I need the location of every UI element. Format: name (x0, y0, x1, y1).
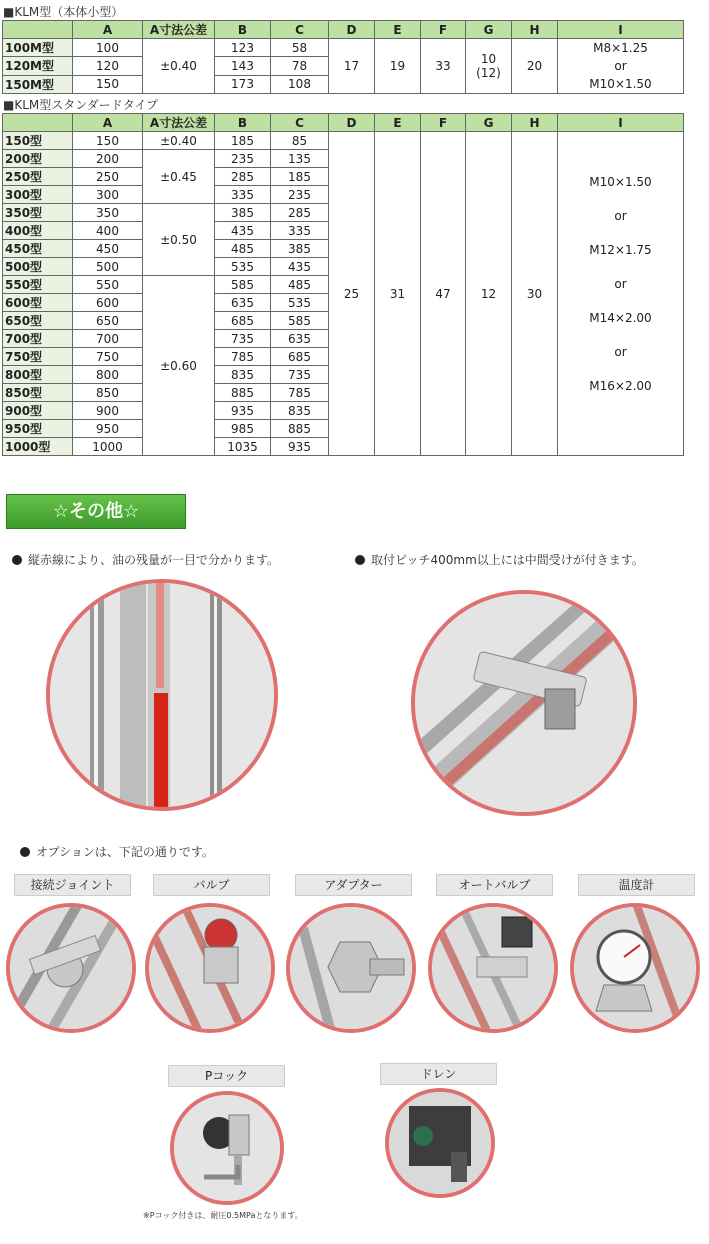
model-name: 400型 (3, 222, 73, 240)
thermometer-icon (574, 907, 696, 1029)
bullet-text: オプションは、下記の通りです。 (36, 845, 214, 859)
cell-b: 1035 (215, 438, 271, 456)
option-label-thermometer: 温度計 (578, 874, 695, 896)
cell-c: 585 (271, 312, 329, 330)
cell-f: 33 (421, 39, 466, 94)
cell-b: 385 (215, 204, 271, 222)
cell-b: 735 (215, 330, 271, 348)
thread-2: M10×1.50 (589, 77, 652, 91)
p-cock-icon (174, 1095, 280, 1201)
cell-b: 685 (215, 312, 271, 330)
bracket-closeup-icon (415, 594, 633, 812)
auto-valve-icon (432, 907, 554, 1029)
cell-a: 450 (73, 240, 143, 258)
header-b: B (215, 114, 271, 132)
adapter-icon (290, 907, 412, 1029)
cell-b: 123 (215, 39, 271, 57)
cell-c: 185 (271, 168, 329, 186)
header-c: C (271, 114, 329, 132)
header-h: H (512, 21, 558, 39)
cell-i (558, 132, 684, 456)
cell-b: 835 (215, 366, 271, 384)
bullet-text: 縦赤線により、油の残量が一目で分かります。 (28, 553, 280, 567)
cell-c: 635 (271, 330, 329, 348)
red-line-photo (46, 579, 278, 811)
cell-b: 535 (215, 258, 271, 276)
valve-icon (149, 907, 271, 1029)
bullet-options (20, 843, 214, 860)
model-name: 300型 (3, 186, 73, 204)
model-name: 500型 (3, 258, 73, 276)
bullet-red-line (12, 551, 279, 568)
drain-icon (389, 1092, 491, 1194)
bullet-dot-icon (355, 555, 365, 565)
p-cock-note: ※Pコック付きは、耐圧0.5MPaとなります。 (143, 1211, 303, 1220)
cell-c: 785 (271, 384, 329, 402)
model-name: 100M型 (3, 39, 73, 57)
header-a: A (73, 21, 143, 39)
thread-or: or (614, 344, 627, 359)
option-label-valve: バルブ (153, 874, 270, 896)
cell-c: 235 (271, 186, 329, 204)
cell-e: 19 (375, 39, 421, 94)
header-f: F (421, 114, 466, 132)
thread-size: M14×2.00 (589, 310, 652, 325)
cell-b: 335 (215, 186, 271, 204)
model-name: 350型 (3, 204, 73, 222)
option-photo-joint (6, 903, 136, 1033)
header-f: F (421, 21, 466, 39)
gauge-closeup-icon (50, 583, 274, 807)
table-row (3, 132, 684, 150)
model-name: 150型 (3, 132, 73, 150)
cell-h: 30 (512, 132, 558, 456)
cell-a: 250 (73, 168, 143, 186)
cell-c: 835 (271, 402, 329, 420)
g-value: 10 (480, 52, 497, 66)
cell-b: 935 (215, 402, 271, 420)
model-name: 800型 (3, 366, 73, 384)
cell-g (466, 39, 512, 94)
header-blank (3, 21, 73, 39)
cell-c: 58 (271, 39, 329, 57)
cell-a: 400 (73, 222, 143, 240)
header-d: D (329, 21, 375, 39)
bullet-dot-icon (12, 555, 22, 565)
model-name: 700型 (3, 330, 73, 348)
option-label-p-cock: Pコック (168, 1065, 285, 1087)
cell-a: 120 (73, 57, 143, 75)
cell-b: 185 (215, 132, 271, 150)
cell-a: 650 (73, 312, 143, 330)
cell-b: 143 (215, 57, 271, 75)
cell-b: 235 (215, 150, 271, 168)
cell-a: 600 (73, 294, 143, 312)
cell-c: 935 (271, 438, 329, 456)
header-a-tol: A寸法公差 (143, 21, 215, 39)
thread-or: or (614, 59, 627, 73)
cell-g: 12 (466, 132, 512, 456)
model-name: 950型 (3, 420, 73, 438)
cell-d: 17 (329, 39, 375, 94)
option-photo-valve (145, 903, 275, 1033)
joint-icon (10, 907, 132, 1029)
option-label-adapter: アダプター (295, 874, 412, 896)
cell-c: 135 (271, 150, 329, 168)
model-name: 550型 (3, 276, 73, 294)
header-g: G (466, 21, 512, 39)
header-g: G (466, 114, 512, 132)
cell-a-tol: ±0.40 (143, 39, 215, 94)
cell-c: 285 (271, 204, 329, 222)
bullet-dot-icon (20, 847, 30, 857)
bullet-middle-support (355, 551, 644, 568)
cell-e: 31 (375, 132, 421, 456)
cell-a: 300 (73, 186, 143, 204)
model-name: 120M型 (3, 57, 73, 75)
model-name: 150M型 (3, 75, 73, 93)
other-banner: ☆その他☆ (6, 494, 186, 529)
header-i: I (558, 114, 684, 132)
cell-b: 585 (215, 276, 271, 294)
cell-a: 800 (73, 366, 143, 384)
cell-c: 108 (271, 75, 329, 93)
option-label-joint: 接続ジョイント (14, 874, 131, 896)
cell-a: 350 (73, 204, 143, 222)
section2-title: ■KLM型スタンダードタイプ (3, 98, 159, 112)
header-a: A (73, 114, 143, 132)
cell-c: 85 (271, 132, 329, 150)
option-photo-drain (385, 1088, 495, 1198)
cell-c: 735 (271, 366, 329, 384)
cell-b: 285 (215, 168, 271, 186)
model-name: 450型 (3, 240, 73, 258)
header-d: D (329, 114, 375, 132)
option-label-drain: ドレン (380, 1063, 497, 1085)
cell-b: 435 (215, 222, 271, 240)
g-alt-value: (12) (476, 66, 501, 80)
model-name: 250型 (3, 168, 73, 186)
model-name: 850型 (3, 384, 73, 402)
cell-a-tol: ±0.60 (143, 276, 215, 456)
cell-b: 173 (215, 75, 271, 93)
cell-f: 47 (421, 132, 466, 456)
cell-a: 150 (73, 132, 143, 150)
cell-a: 500 (73, 258, 143, 276)
header-e: E (375, 21, 421, 39)
header-a-tol: A寸法公差 (143, 114, 215, 132)
option-label-auto-valve: オートバルブ (436, 874, 553, 896)
cell-c: 78 (271, 57, 329, 75)
cell-b: 635 (215, 294, 271, 312)
header-blank (3, 114, 73, 132)
cell-a: 850 (73, 384, 143, 402)
header-i: I (558, 21, 684, 39)
cell-c: 335 (271, 222, 329, 240)
cell-a: 900 (73, 402, 143, 420)
thread-or: or (614, 208, 627, 223)
spec-table-standard (2, 113, 684, 456)
table-row (3, 39, 684, 57)
option-photo-p-cock (170, 1091, 284, 1205)
thread-size: M16×2.00 (589, 378, 652, 393)
model-name: 650型 (3, 312, 73, 330)
cell-a-tol: ±0.50 (143, 204, 215, 276)
cell-a: 950 (73, 420, 143, 438)
option-photo-thermometer (570, 903, 700, 1033)
header-b: B (215, 21, 271, 39)
cell-a: 750 (73, 348, 143, 366)
thread-size: M10×1.50 (589, 174, 652, 189)
cell-c: 385 (271, 240, 329, 258)
middle-support-photo (411, 590, 637, 816)
cell-c: 885 (271, 420, 329, 438)
bullet-text: 取付ピッチ400mm以上には中間受けが付きます。 (371, 553, 644, 567)
cell-c: 685 (271, 348, 329, 366)
spec-table-compact (2, 20, 684, 94)
header-c: C (271, 21, 329, 39)
cell-i (558, 39, 684, 94)
cell-h: 20 (512, 39, 558, 94)
cell-a: 100 (73, 39, 143, 57)
cell-c: 485 (271, 276, 329, 294)
model-name: 1000型 (3, 438, 73, 456)
cell-d: 25 (329, 132, 375, 456)
model-name: 600型 (3, 294, 73, 312)
thread-size: M12×1.75 (589, 242, 652, 257)
model-name: 900型 (3, 402, 73, 420)
cell-a: 150 (73, 75, 143, 93)
model-name: 200型 (3, 150, 73, 168)
option-photo-adapter (286, 903, 416, 1033)
cell-b: 985 (215, 420, 271, 438)
cell-a: 550 (73, 276, 143, 294)
cell-c: 435 (271, 258, 329, 276)
option-photo-auto-valve (428, 903, 558, 1033)
cell-c: 535 (271, 294, 329, 312)
cell-b: 885 (215, 384, 271, 402)
thread-or: or (614, 276, 627, 291)
cell-a: 1000 (73, 438, 143, 456)
cell-a-tol: ±0.40 (143, 132, 215, 150)
section1-title: ■KLM型（本体小型） (3, 5, 124, 19)
cell-b: 485 (215, 240, 271, 258)
header-e: E (375, 114, 421, 132)
model-name: 750型 (3, 348, 73, 366)
cell-a: 700 (73, 330, 143, 348)
cell-b: 785 (215, 348, 271, 366)
cell-a: 200 (73, 150, 143, 168)
cell-a-tol: ±0.45 (143, 150, 215, 204)
header-h: H (512, 114, 558, 132)
thread-1: M8×1.25 (593, 41, 648, 55)
